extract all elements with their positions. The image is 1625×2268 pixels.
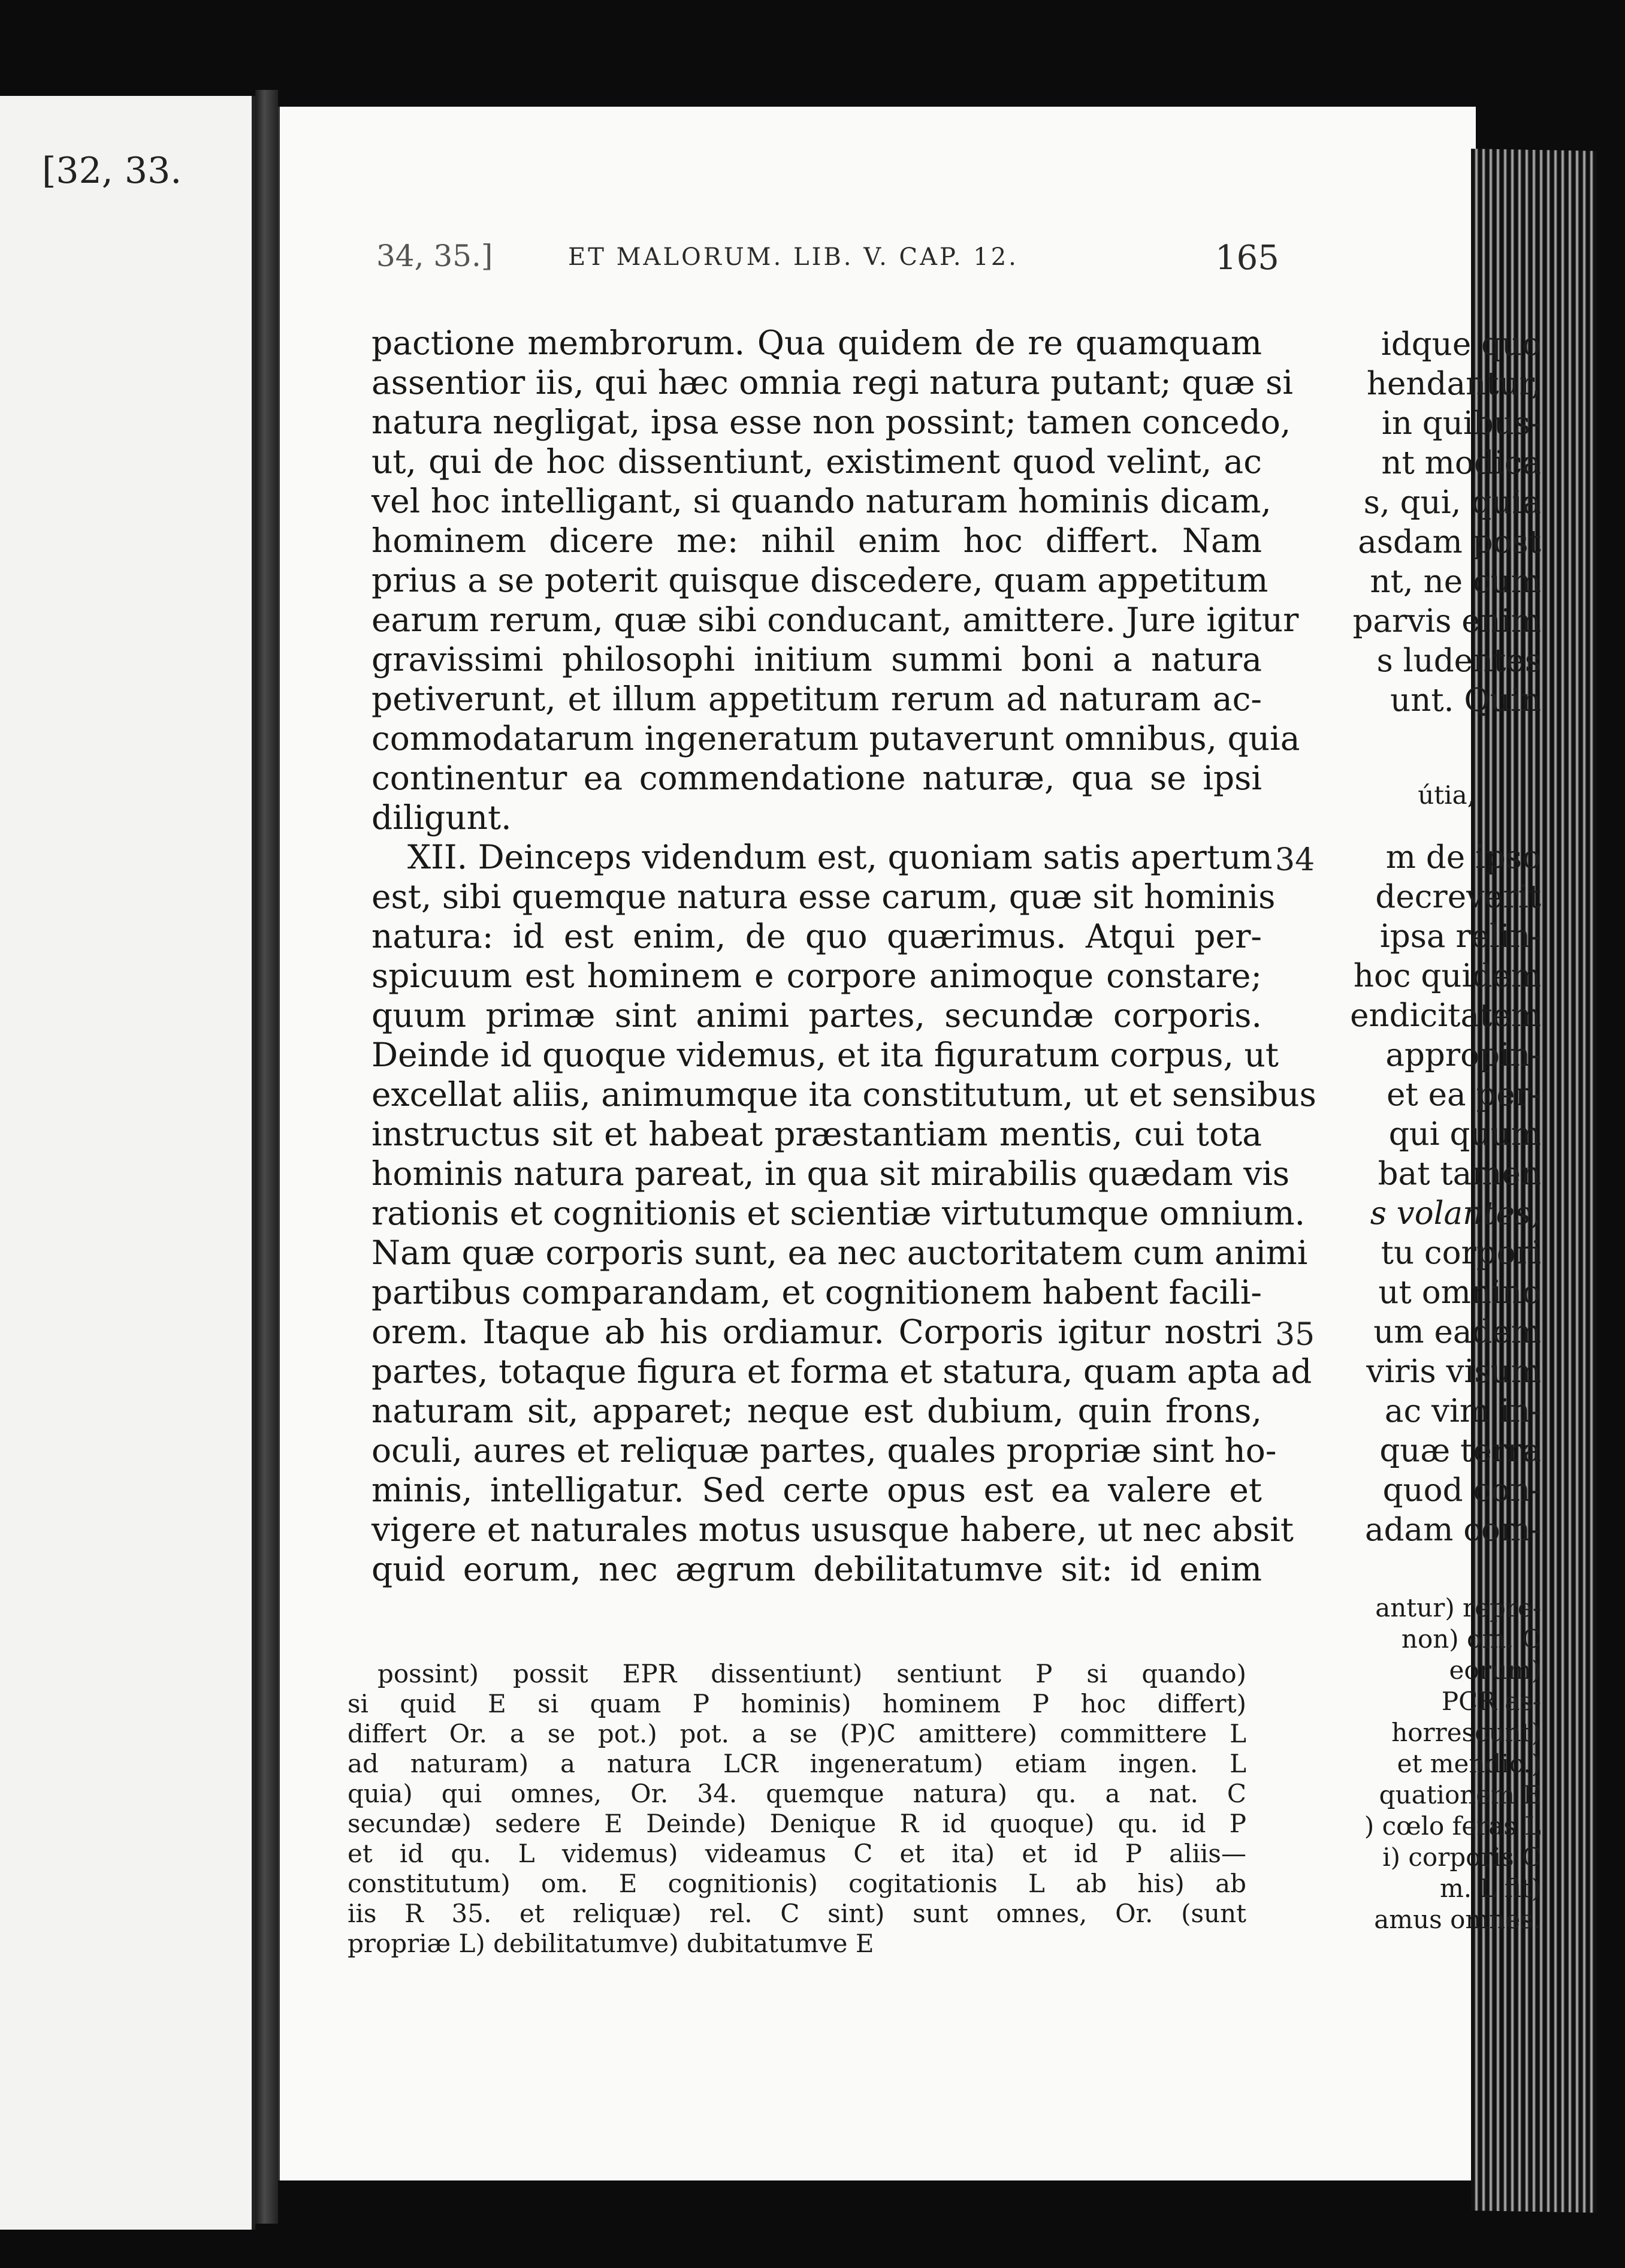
left-line: s, qui, quia <box>1363 484 1541 521</box>
left-footnote-line: eorum) <box>1449 1655 1541 1685</box>
left-line: idque quo <box>1381 326 1541 363</box>
section-reference: 34, 35.] <box>376 239 493 273</box>
left-line: s ludentes <box>1376 643 1541 679</box>
left-line: endicitatem <box>1350 997 1541 1034</box>
text-line: instructus sit et habeat præstantiam mentis, cui tota <box>371 1115 1262 1153</box>
left-line: útia, <box>1418 780 1475 810</box>
footnote-line: et id qu. L videmus) videamus C et ita) et id P aliis— <box>348 1839 1246 1868</box>
text-line: vigere et naturales motus ususque habere, ut nec absit <box>371 1510 1294 1549</box>
left-line: nt, ne cum <box>1370 563 1541 600</box>
left-line: um eadem <box>1373 1314 1541 1350</box>
text-line: earum rerum, quæ sibi conducant, amittere. Jure igitur <box>371 601 1299 639</box>
footnote-line: iis R 35. et reliquæ) rel. C sint) sunt omnes, Or. (sunt <box>348 1899 1246 1928</box>
left-line: in quibus- <box>1381 405 1541 442</box>
text-line: Nam quæ corporis sunt, ea nec auctoritatem cum animi <box>371 1233 1308 1272</box>
left-footnote-line: non) om. C <box>1401 1624 1541 1654</box>
text-line: natura negligat, ipsa esse non possint; tamen concedo, <box>371 403 1291 441</box>
left-line: hoc quidem <box>1353 958 1541 994</box>
footnote-line: possint) possit EPR dissentiunt) sentiunt P si quando) <box>377 1659 1246 1688</box>
left-line: viris visum <box>1366 1353 1541 1390</box>
text-line: gravissimi philosophi initium summi boni a natura <box>371 640 1262 678</box>
text-line: excellat aliis, animumque ita constitutum, ut et sensibus <box>371 1075 1316 1114</box>
left-line: ac vim in- <box>1384 1393 1541 1429</box>
text-line: petiverunt, et illum appetitum rerum ad naturam ac- <box>371 680 1262 718</box>
section-number-34: 34 <box>1275 842 1315 878</box>
text-line: est, sibi quemque natura esse carum, quæ sit hominis <box>371 877 1276 916</box>
text-line: naturam sit, apparet; neque est dubium, quin frons, <box>371 1392 1262 1430</box>
left-line: m de ipso <box>1385 839 1541 876</box>
text-line: rationis et cognitionis et scientiæ virtutumque omnium. <box>371 1194 1306 1232</box>
left-footnote-line: PCR as- <box>1441 1687 1541 1716</box>
text-line: hominem dicere me: nihil enim hoc differt. Nam <box>371 521 1262 560</box>
left-line: qui quum <box>1388 1116 1541 1153</box>
section-number-35: 35 <box>1275 1317 1315 1353</box>
left-footnote-line: ) cœlo feras L <box>1364 1811 1541 1841</box>
left-line: s volantes, <box>1370 1195 1541 1232</box>
text-line: oculi, aures et reliquæ partes, quales propriæ sint ho- <box>371 1431 1277 1470</box>
left-footnote-line: quationem E <box>1379 1780 1541 1809</box>
footnote-line: propriæ L) debilitatumve) dubitatumve E <box>348 1929 874 1958</box>
text-line: vel hoc intelligant, si quando naturam hominis dicam, <box>371 482 1271 520</box>
left-page-header: [32, 33. <box>42 150 182 192</box>
footnote-line: differt Or. a se pot.) pot. a se (P)C amittere) committere L <box>348 1719 1246 1748</box>
footnote-line: secundæ) sedere E Deinde) Denique R id quoque) qu. id P <box>348 1809 1246 1838</box>
left-line: nt modica <box>1381 445 1541 481</box>
left-line: ut omnino <box>1378 1274 1541 1311</box>
text-line: pactione membrorum. Qua quidem de re quamquam <box>371 324 1262 362</box>
text-line: orem. Itaque ab his ordiamur. Corporis igitur nostri <box>371 1313 1262 1351</box>
text-line: partes, totaque figura et forma et statura, quam apta ad <box>371 1352 1312 1391</box>
text-line: ut, qui de hoc dissentiunt, existiment quod velint, ac <box>371 442 1262 481</box>
left-line: decreverit <box>1375 879 1541 915</box>
text-line: commodatarum ingeneratum putaverunt omnibus, quia <box>371 719 1300 758</box>
left-line: asdam post <box>1358 524 1541 560</box>
text-line: spicuum est hominem e corpore animoque constare; <box>371 957 1262 995</box>
left-line: et ea per- <box>1387 1076 1541 1113</box>
text-line: quid eorum, nec ægrum debilitatumve sit: id enim <box>371 1550 1262 1588</box>
text-line: natura: id est enim, de quo quærimus. Atqui per- <box>371 917 1262 955</box>
left-footnote-line: horrescunt) <box>1391 1718 1541 1747</box>
text-line: minis, intelligatur. Sed certe opus est ea valere et <box>371 1471 1262 1509</box>
left-line: tu corpori <box>1381 1235 1541 1271</box>
book-gutter <box>255 90 278 2224</box>
running-header <box>376 239 1279 286</box>
text-line: quum primæ sint animi partes, secundæ corporis. <box>371 996 1262 1035</box>
text-line: diligunt. <box>371 798 512 837</box>
text-line: continentur ea commendatione naturæ, qua se ipsi <box>371 759 1262 797</box>
left-line: quod con- <box>1382 1472 1541 1509</box>
left-line: appropin- <box>1385 1037 1541 1073</box>
footnote-line: ad naturam) a natura LCR ingeneratum) etiam ingen. L <box>348 1749 1246 1778</box>
footnote-line: quia) qui omnes, Or. 34. quemque natura) qu. a nat. C <box>348 1779 1246 1808</box>
left-footnote-line: m. L fit) <box>1439 1874 1541 1903</box>
text-line: prius a se poterit quisque discedere, quam appetitum <box>371 561 1268 599</box>
left-line: parvis enim <box>1352 603 1541 640</box>
footnote-line: si quid E si quam P hominis) hominem P hoc differt) <box>348 1689 1246 1718</box>
left-line: unt. Quin <box>1390 682 1541 719</box>
left-line: bat tamen <box>1378 1156 1541 1192</box>
left-line: adam com- <box>1365 1512 1541 1548</box>
footnote-line: constitutum) om. E cognitionis) cogitationis L ab his) ab <box>348 1869 1246 1898</box>
page-number: 165 <box>1215 239 1279 278</box>
text-line: assentior iis, qui hæc omnia regi natura putant; quæ si <box>371 363 1293 402</box>
left-line: hendantur, <box>1366 366 1541 402</box>
text-line: partibus comparandam, et cognitionem habent facili- <box>371 1273 1262 1311</box>
chapter-opening-line: XII. Deinceps videndum est, quoniam satis apertum <box>407 838 1273 876</box>
left-page <box>0 96 255 2230</box>
left-footnote-line: et mendic.) <box>1397 1749 1541 1778</box>
left-line: quæ terra <box>1379 1432 1541 1469</box>
text-line: hominis natura pareat, in qua sit mirabilis quædam vis <box>371 1154 1290 1193</box>
left-footnote-line: i) corporis C <box>1382 1842 1541 1872</box>
left-line: ipsa relin- <box>1379 918 1541 955</box>
left-footnote-line: antur) repre- <box>1375 1593 1541 1622</box>
text-line: Deinde id quoque videmus, et ita figuratum corpus, ut <box>371 1036 1279 1074</box>
left-footnote-line: amus omnes. <box>1374 1905 1541 1934</box>
running-head-title: ET MALORUM. LIB. V. CAP. 12. <box>568 243 1019 271</box>
